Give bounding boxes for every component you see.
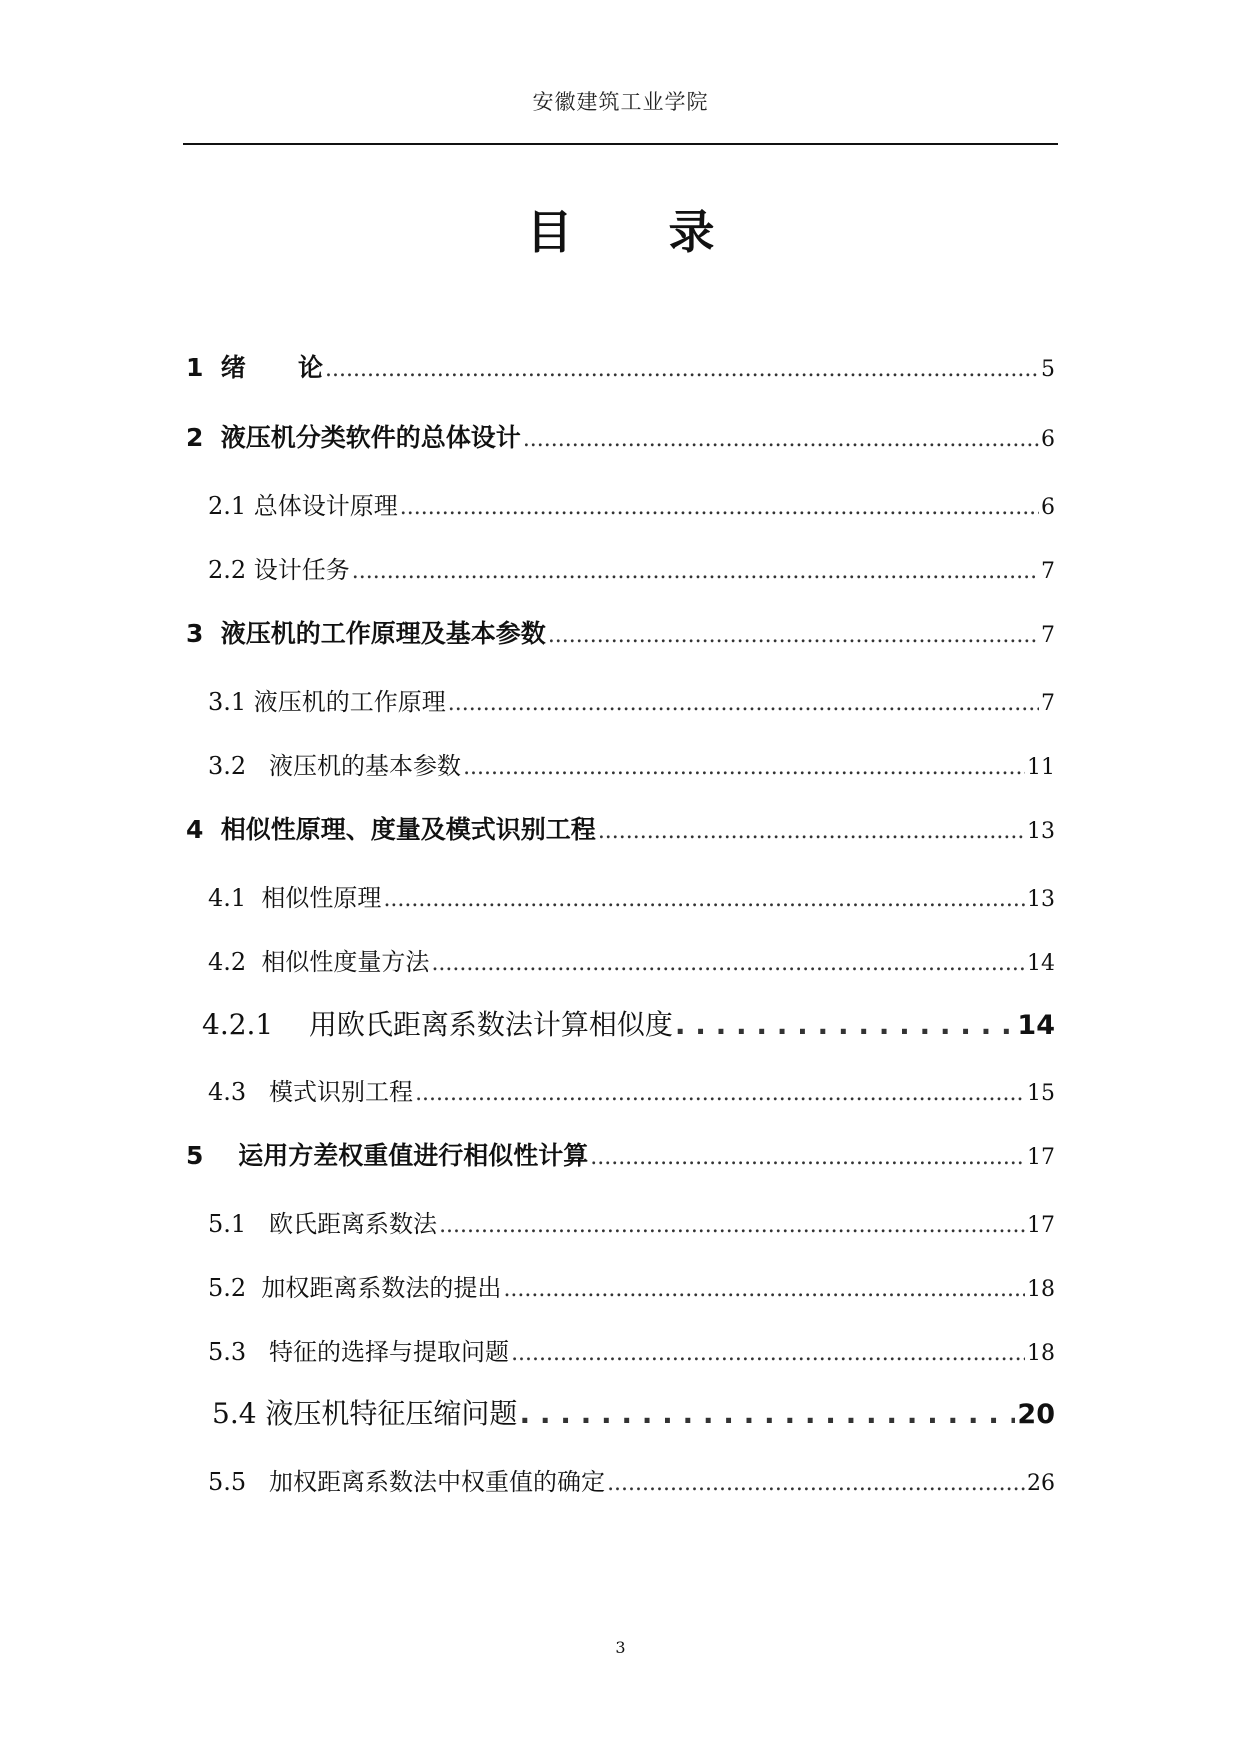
toc-entry-page: 14: [1017, 1010, 1055, 1041]
toc-entry-page: 13: [1027, 819, 1055, 844]
toc-entry-label: 2.1 总体设计原理: [208, 492, 398, 520]
toc-entry-label: 2.2 设计任务: [208, 556, 350, 584]
leader-dots: [519, 1397, 1015, 1430]
toc-entry-page: 7: [1041, 623, 1055, 648]
toc-entry[interactable]: [186, 418, 1055, 454]
toc-entry-label: 3.1 液压机的工作原理: [208, 688, 446, 716]
toc-entry-label: 4.1 相似性原理: [208, 884, 382, 912]
toc-entry-label: 3.2 液压机的基本参数: [208, 752, 462, 780]
toc-entry-label: 1 绪 论: [186, 353, 324, 382]
toc-entry-page: 18: [1027, 1341, 1055, 1366]
toc-entry-page: 20: [1017, 1399, 1055, 1430]
toc-entry-page: 6: [1041, 495, 1055, 520]
toc-entry[interactable]: [208, 486, 1055, 521]
leader-dots: [400, 495, 1039, 520]
toc-entry[interactable]: [208, 1462, 1055, 1497]
toc-entry[interactable]: [208, 746, 1055, 781]
leader-dots: [675, 1008, 1016, 1041]
toc-entry[interactable]: [208, 878, 1055, 913]
leader-dots: [431, 951, 1025, 976]
toc-entry-label: 4.2.1 用欧氏距离系数法计算相似度: [202, 1008, 673, 1041]
leader-dots: [590, 1145, 1025, 1170]
leader-dots: [548, 623, 1039, 648]
toc-entry[interactable]: [208, 1204, 1055, 1239]
toc-entry-page: 13: [1027, 887, 1055, 912]
toc-entry-page: 17: [1027, 1213, 1055, 1238]
leader-dots: [383, 887, 1025, 912]
toc-entry[interactable]: [208, 682, 1055, 717]
leader-dots: [523, 427, 1039, 452]
leader-dots: [503, 1277, 1025, 1302]
toc-entry-page: 7: [1041, 691, 1055, 716]
toc-entry[interactable]: [208, 1268, 1055, 1303]
leader-dots: [511, 1341, 1025, 1366]
toc-entry[interactable]: [186, 348, 1055, 384]
leader-dots: [325, 357, 1039, 382]
toc-entry-page: 18: [1027, 1277, 1055, 1302]
toc-entry-label: 5.3 特征的选择与提取问题: [208, 1338, 510, 1366]
toc-entry[interactable]: [186, 1136, 1055, 1172]
leader-dots: [415, 1081, 1025, 1106]
toc-entry[interactable]: [186, 614, 1055, 650]
toc-entry-page: 7: [1041, 559, 1055, 584]
toc-entry-page: 15: [1027, 1081, 1055, 1106]
toc-entry-page: 14: [1027, 951, 1055, 976]
toc-entry-label: 2 液压机分类软件的总体设计: [186, 423, 521, 452]
toc-entry[interactable]: [208, 942, 1055, 977]
toc-entry[interactable]: [212, 1392, 1055, 1432]
toc-entry-label: 5.5 加权距离系数法中权重值的确定: [208, 1468, 606, 1496]
toc-entry[interactable]: [186, 810, 1055, 846]
running-header: 安徽建筑工业学院: [532, 90, 709, 114]
leader-dots: [607, 1471, 1025, 1496]
leader-dots: [598, 819, 1025, 844]
toc-entry-label: 5.1 欧氏距离系数法: [208, 1210, 438, 1238]
leader-dots: [463, 755, 1025, 780]
toc-entry-label: 4.2 相似性度量方法: [208, 948, 430, 976]
leader-dots: [439, 1213, 1025, 1238]
toc-entry[interactable]: [202, 1003, 1055, 1043]
toc-entry[interactable]: [208, 1072, 1055, 1107]
leader-dots: [352, 559, 1039, 584]
toc-entry-page: 6: [1041, 427, 1055, 452]
toc-title: 目 录: [526, 205, 755, 259]
toc-entry[interactable]: [208, 550, 1055, 585]
toc-entry-label: 5.4 液压机特征压缩问题: [212, 1397, 518, 1430]
toc-entry-page: 26: [1027, 1471, 1055, 1496]
toc-entry-page: 5: [1041, 357, 1055, 382]
leader-dots: [448, 691, 1039, 716]
page-number: 3: [615, 1638, 626, 1657]
toc-entry[interactable]: [208, 1332, 1055, 1367]
toc-entry-label: 5 运用方差权重值进行相似性计算: [186, 1141, 589, 1170]
toc-entry-label: 3 液压机的工作原理及基本参数: [186, 619, 546, 648]
toc-entry-label: 4 相似性原理、度量及模式识别工程: [186, 815, 596, 844]
toc-entry-page: 11: [1027, 755, 1055, 780]
toc-entry-page: 17: [1027, 1145, 1055, 1170]
toc-entry-label: 5.2 加权距离系数法的提出: [208, 1274, 502, 1302]
toc-entry-label: 4.3 模式识别工程: [208, 1078, 414, 1106]
